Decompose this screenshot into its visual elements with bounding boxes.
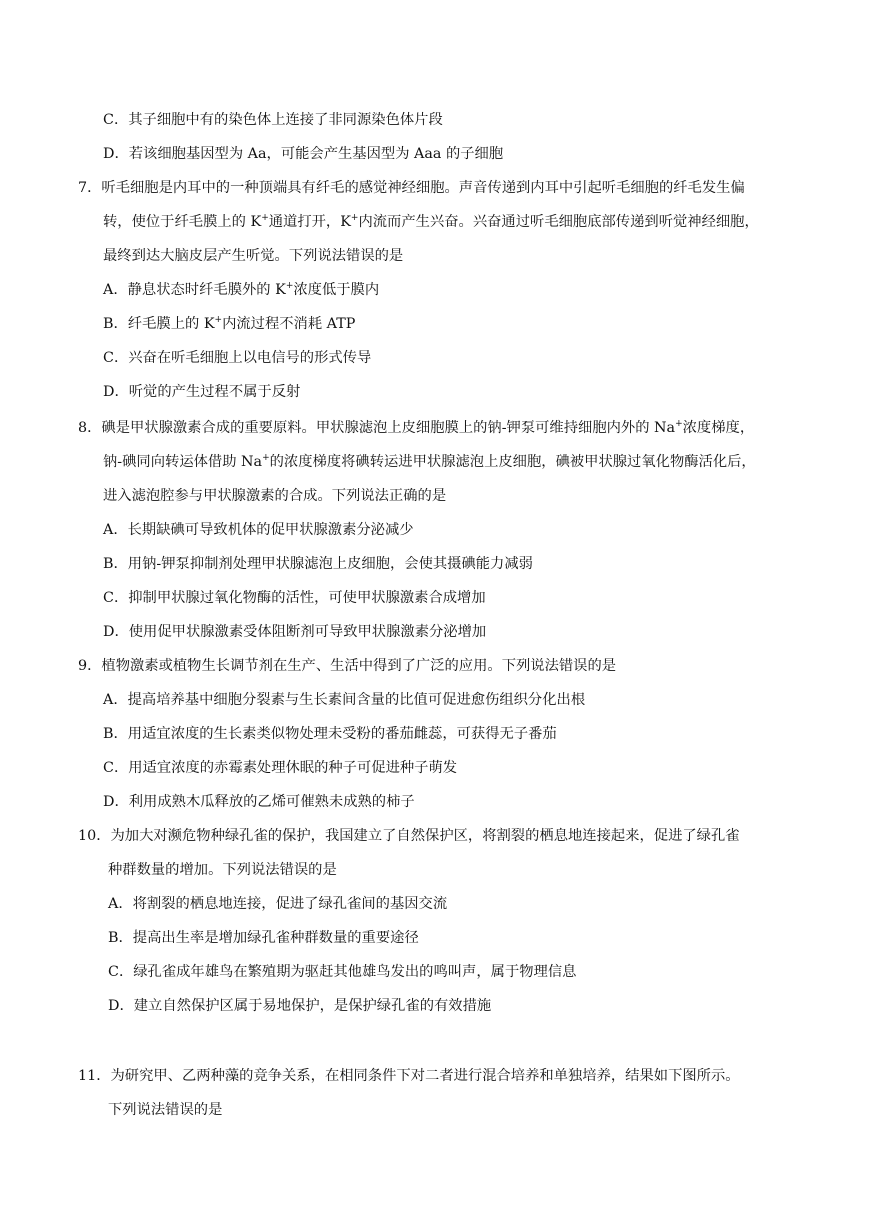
q8-stem-line2 xyxy=(103,452,756,472)
q10-stem-line1: 10．为加大对濒危物种绿孔雀的保护，我国建立了自然保护区，将割裂的栖息地连接起来，促进了绿孔雀 xyxy=(78,828,740,844)
q8-stem-line2-part-a: 钠-碘同向转运体借助 Na xyxy=(103,454,263,470)
q8-stem-line2-part-b: 的浓度梯度将碘转运进甲状腺滤泡上皮细胞，碘被甲状腺过氧化物酶活化后， xyxy=(269,454,756,470)
q10-option-a: A．将割裂的栖息地连接，促进了绿孔雀间的基因交流 xyxy=(108,896,448,912)
q10-option-d: D．建立自然保护区属于易地保护，是保护绿孔雀的有效措施 xyxy=(108,998,492,1014)
q8-stem-line3: 进入滤泡腔参与甲状腺激素的合成。下列说法正确的是 xyxy=(103,488,447,504)
q9-option-a: A．提高培养基中细胞分裂素与生长素间含量的比值可促进愈伤组织分化出根 xyxy=(103,692,586,708)
superscript-plus: + xyxy=(285,281,294,292)
q10-option-b: B．提高出生率是增加绿孔雀种群数量的重要途径 xyxy=(108,930,419,946)
q7-option-a-part-a: A．静息状态时纤毛膜外的 K xyxy=(103,282,286,298)
q11-stem-line1: 11．为研究甲、乙两种藻的竞争关系，在相同条件下对二者进行混合培养和单独培养，结果如下图所示。 xyxy=(78,1068,740,1084)
q9-option-b: B．用适宜浓度的生长素类似物处理未受粉的番茄雌蕊，可获得无子番茄 xyxy=(103,726,557,742)
q8-stem-line1-part-a: 8．碘是甲状腺激素合成的重要原料。甲状腺滤泡上皮细胞膜上的钠-钾泵可维持细胞内外的 Na xyxy=(78,420,676,436)
q10-stem-line2: 种群数量的增加。下列说法错误的是 xyxy=(108,862,337,878)
q11-stem-line2: 下列说法错误的是 xyxy=(108,1102,223,1118)
q7-option-b-part-b: 内流过程不消耗 ATP xyxy=(222,316,356,332)
q8-option-b: B．用钠-钾泵抑制剂处理甲状腺滤泡上皮细胞，会使其摄碘能力减弱 xyxy=(103,556,533,572)
q7-option-b-part-a: B．纤毛膜上的 K xyxy=(103,316,215,332)
superscript-plus: + xyxy=(214,315,223,326)
q8-stem-line1 xyxy=(78,418,754,438)
q9-option-d: D．利用成熟木瓜释放的乙烯可催熟未成熟的柿子 xyxy=(103,794,415,810)
q7-option-a-part-b: 浓度低于膜内 xyxy=(293,282,380,298)
q7-stem-line1: 7．听毛细胞是内耳中的一种顶端具有纤毛的感觉神经细胞。声音传递到内耳中引起听毛细胞的纤毛发生偏 xyxy=(78,180,745,196)
q9-option-c: C．用适宜浓度的赤霉素处理休眠的种子可促进种子萌发 xyxy=(103,760,458,776)
q8-option-a: A．长期缺碘可导致机体的促甲状腺激素分泌减少 xyxy=(103,522,414,538)
q7-stem-line2 xyxy=(103,212,759,232)
q8-option-d: D．使用促甲状腺激素受体阻断剂可导致甲状腺激素分泌增加 xyxy=(103,624,487,640)
q8-stem-line1-part-b: 浓度梯度， xyxy=(682,420,755,436)
q7-option-d: D．听觉的产生过程不属于反射 xyxy=(103,384,301,400)
superscript-plus: + xyxy=(261,213,269,224)
q7-option-b xyxy=(103,314,355,334)
q9-stem: 9．植物激素或植物生长调节剂在生产、生活中得到了广泛的应用。下列说法错误的是 xyxy=(78,658,617,674)
q10-option-c: C．绿孔雀成年雄鸟在繁殖期为驱赶其他雄鸟发出的鸣叫声，属于物理信息 xyxy=(108,964,577,980)
q6-option-c: C．其子细胞中有的染色体上连接了非同源染色体片段 xyxy=(103,112,443,128)
q7-stem-line2-part-b: 通道打开，K xyxy=(268,214,351,230)
q7-option-a xyxy=(103,280,379,300)
q8-option-c: C．抑制甲状腺过氧化物酶的活性，可使甲状腺激素合成增加 xyxy=(103,590,486,606)
q7-stem-line2-part-c: 内流而产生兴奋。兴奋通过听毛细胞底部传递到听觉神经细胞， xyxy=(358,214,759,230)
superscript-plus: + xyxy=(262,453,270,464)
superscript-plus: + xyxy=(350,213,359,224)
q6-option-d: D．若该细胞基因型为 Aa，可能会产生基因型为 Aaa 的子细胞 xyxy=(103,146,504,162)
q7-option-c: C．兴奋在听毛细胞上以电信号的形式传导 xyxy=(103,350,372,366)
q7-stem-line2-part-a: 转，使位于纤毛膜上的 K xyxy=(103,214,262,230)
superscript-plus: + xyxy=(675,419,683,430)
q7-stem-line3: 最终到达大脑皮层产生听觉。下列说法错误的是 xyxy=(103,248,404,264)
